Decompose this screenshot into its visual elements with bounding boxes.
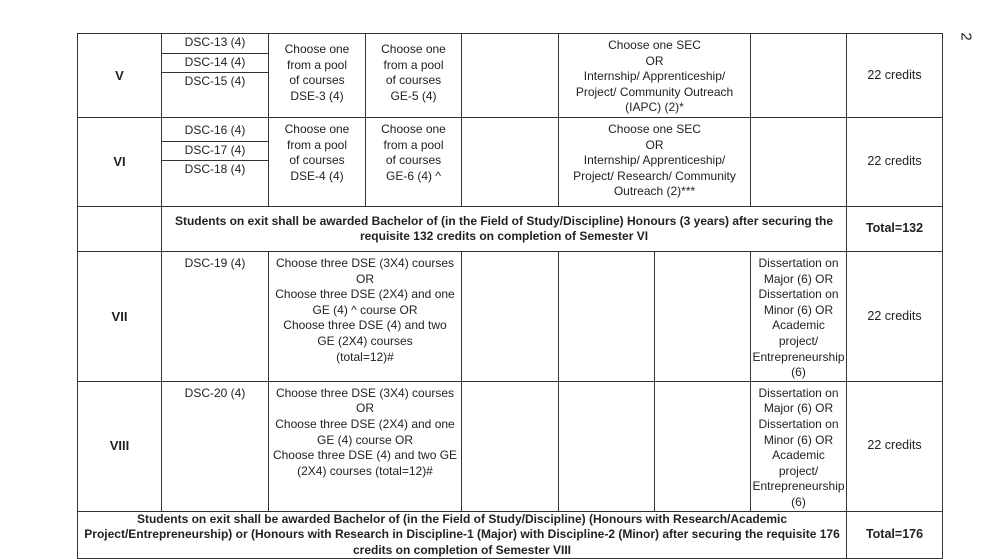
credits-cell: 22 credits xyxy=(847,381,943,511)
dsc-course: DSC-16 (4) xyxy=(184,123,246,137)
empty-cell xyxy=(559,381,655,511)
sec-cell: Choose one SEC OR Internship/ Apprenticeship/ Project/ Research/ Community Outreach (2)*** xyxy=(559,118,751,207)
semester-row-viii xyxy=(78,381,943,511)
dse-options-cell: Choose three DSE (3X4) courses OR Choose three DSE (2X4) and one GE (4) course OR Choose three DSE (4) and two GE (2X4) courses (total=12)# xyxy=(269,381,462,511)
sec-cell: Choose one SEC OR Internship/ Apprenticeship/ Project/ Community Outreach (IAPC) (2)* xyxy=(559,34,751,118)
credits-cell: 22 credits xyxy=(847,252,943,382)
semester-label: VI xyxy=(78,118,162,207)
ge-cell: Choose one from a pool of courses GE-5 (4) xyxy=(366,34,462,118)
dsc-course: DSC-15 (4) xyxy=(162,72,268,92)
exit-row-1 xyxy=(78,207,943,252)
dsc-course: DSC-13 (4) xyxy=(184,35,246,49)
semester-label: V xyxy=(78,34,162,118)
empty-cell xyxy=(751,34,847,118)
ge-cell: Choose one from a pool of courses GE-6 (4) ^ xyxy=(366,118,462,207)
total-credits: Total=132 xyxy=(847,207,943,252)
exit-statement: Students on exit shall be awarded Bachelor of (in the Field of Study/Discipline) (Honours with Research/Academic Project/Entrepreneurship) or (Honours with Research in Discipline-1 (Major) with Discipline-2 (Minor) after securing the requisite 176 credits on completion of Semester VIII xyxy=(78,511,847,559)
empty-cell xyxy=(462,381,559,511)
dsc-course: DSC-14 (4) xyxy=(162,53,268,73)
empty-cell xyxy=(655,381,751,511)
empty-cell xyxy=(462,252,559,382)
dsc-cell xyxy=(162,34,269,118)
total-credits: Total=176 xyxy=(847,511,943,559)
dsc-cell: DSC-19 (4) xyxy=(162,252,269,382)
dissertation-cell: Dissertation on Major (6) OR Dissertation on Minor (6) OR Academic project/ Entrepreneurship (6) xyxy=(751,381,847,511)
empty-cell xyxy=(655,252,751,382)
dsc-course: DSC-18 (4) xyxy=(162,160,268,180)
semester-label: VIII xyxy=(78,381,162,511)
semester-row-v xyxy=(78,34,943,118)
dsc-course: DSC-17 (4) xyxy=(162,141,268,161)
empty-cell xyxy=(462,118,559,207)
credits-cell: 22 credits xyxy=(847,118,943,207)
dse-cell: Choose one from a pool of courses DSE-3 (4) xyxy=(269,34,366,118)
empty-cell xyxy=(751,118,847,207)
empty-cell xyxy=(78,207,162,252)
credit-structure-table xyxy=(77,33,943,559)
empty-cell xyxy=(559,252,655,382)
dse-cell: Choose one from a pool of courses DSE-4 (4) xyxy=(269,118,366,207)
dsc-cell xyxy=(162,118,269,207)
empty-cell xyxy=(462,34,559,118)
credits-cell: 22 credits xyxy=(847,34,943,118)
exit-row-2 xyxy=(78,511,943,559)
exit-statement: Students on exit shall be awarded Bachelor of (in the Field of Study/Discipline) Honours (3 years) after securing the requisite 132 credits on completion of Semester VI xyxy=(162,207,847,252)
dissertation-cell: Dissertation on Major (6) OR Dissertation on Minor (6) OR Academic project/ Entrepreneurship (6) xyxy=(751,252,847,382)
dse-options-cell: Choose three DSE (3X4) courses OR Choose three DSE (2X4) and one GE (4) ^ course OR Choose three DSE (4) and two GE (2X4) courses (total=12)# xyxy=(269,252,462,382)
dsc-cell: DSC-20 (4) xyxy=(162,381,269,511)
semester-row-vi xyxy=(78,118,943,207)
semester-row-vii xyxy=(78,252,943,382)
semester-label: VII xyxy=(78,252,162,382)
page-number: 2 xyxy=(957,32,975,41)
